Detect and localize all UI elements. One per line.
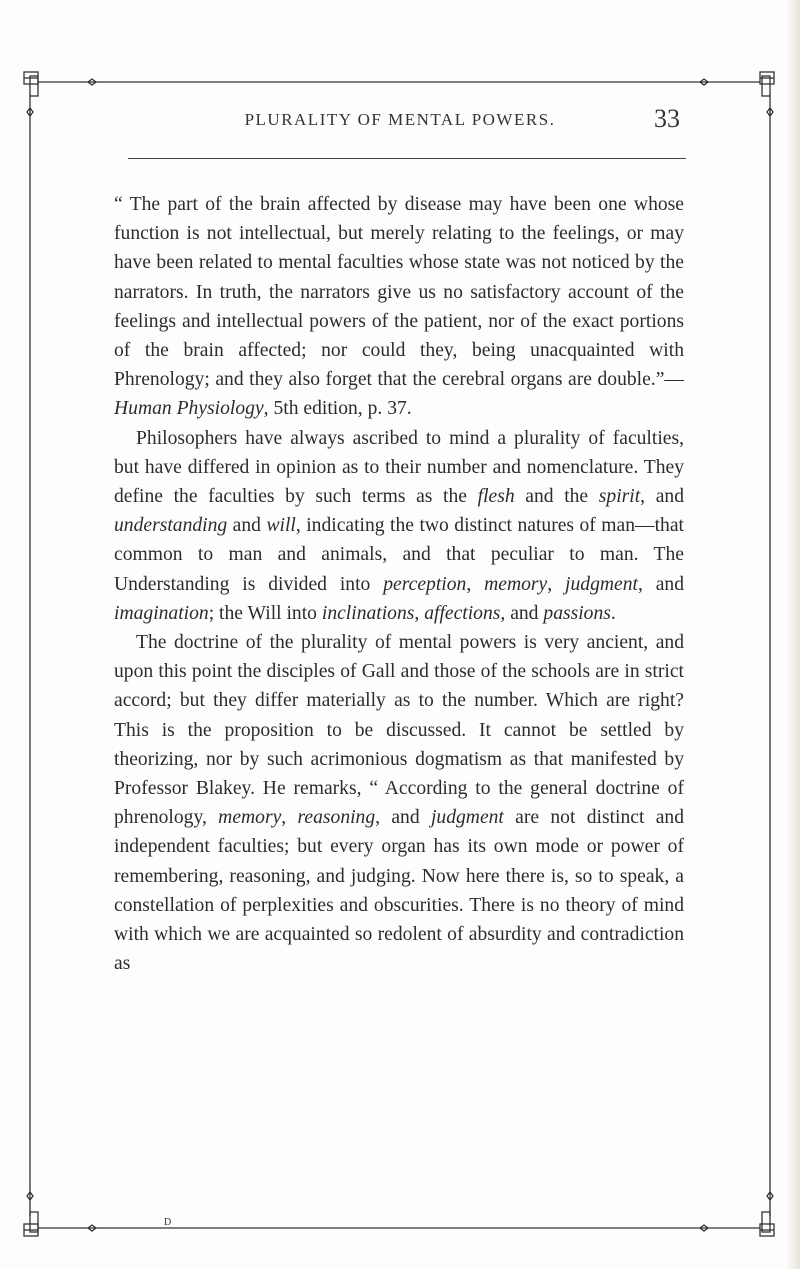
text-run: , indicating the two distinct natures of man—that common to man and animals, and that peculiar to man. The Understanding is divided into [114, 515, 684, 595]
italic-text: inclinations [321, 602, 415, 624]
text-run: , and [500, 602, 544, 624]
text-run: , [414, 602, 425, 624]
italic-text: memory [484, 573, 548, 595]
page-edge-shadow [786, 0, 800, 1269]
running-title: PLURALITY OF MENTAL POWERS. [244, 110, 556, 129]
italic-text: judgment [565, 573, 638, 595]
text-run: The doctrine of the plurality of mental powers is very ancient, and upon this point the disciples of Gall and those of the schools are in strict accord; but they differ materially as to the number. Which are right? This is the proposition to be discussed. It cannot be settled by theorizing, nor by such acrimonious dogmatism as that manifested by Professor Blakey. He remarks, “ According to the general doctrine of phrenology, [114, 632, 684, 829]
text-run: ; the Will into [208, 602, 322, 624]
text-run: , and [640, 486, 684, 508]
text-run: are not distinct and independent faculties; but every organ has its own mode or power of remembering, reasoning, and judging. Now here there is, so to speak, a constellation of perplexities and obscurities. There is no theory of mind with which we are acquainted so redolent of absurdity and contradiction as [114, 807, 684, 975]
italic-text: passions [543, 602, 611, 624]
italic-text: perception [383, 573, 467, 595]
text-run: and the [514, 486, 599, 508]
text-run: , and [375, 807, 431, 829]
text-run: Philosophers have always ascribed to mind a plurality of faculties, but have differed in opinion as to their number and nomenclature. They define the faculties by such terms as the [114, 427, 684, 508]
text-run: and [227, 515, 267, 537]
paragraph [114, 424, 684, 628]
paragraph [114, 190, 684, 424]
body-text [114, 190, 684, 978]
text-run: . [610, 602, 616, 624]
italic-text: Human Physiology [114, 398, 264, 420]
italic-text: reasoning [297, 807, 376, 829]
italic-text: will [266, 515, 296, 537]
header-rule [128, 158, 686, 159]
italic-text: memory [218, 807, 282, 829]
italic-text: imagination [114, 602, 209, 624]
text-run: , [466, 573, 485, 595]
page-number: 33 [654, 104, 680, 133]
italic-text: judgment [430, 807, 504, 829]
paragraph [114, 628, 684, 978]
italic-text: affections [424, 602, 501, 624]
italic-text: understanding [114, 515, 228, 537]
italic-text: spirit [598, 486, 641, 508]
italic-text: flesh [477, 486, 515, 508]
text-run: , [547, 573, 566, 595]
text-run: , 5th edition, p. 37. [263, 398, 412, 420]
text-run: , [281, 807, 298, 829]
text-run: “ The part of the brain affected by disease may have been one whose function is not intellectual, but merely relating to the feelings, or may have been related to mental faculties whose state was not noticed by the narrators. In truth, the narrators give us no satisfactory account of the feelings and intellectual powers of the patient, nor of the exact portions of the brain affected; nor could they, being unacquainted with Phrenology; and they also forget that the cerebral organs are double.”— [114, 194, 684, 391]
signature-mark: D [164, 1217, 172, 1228]
running-header [100, 104, 700, 140]
text-run: , and [637, 573, 685, 595]
